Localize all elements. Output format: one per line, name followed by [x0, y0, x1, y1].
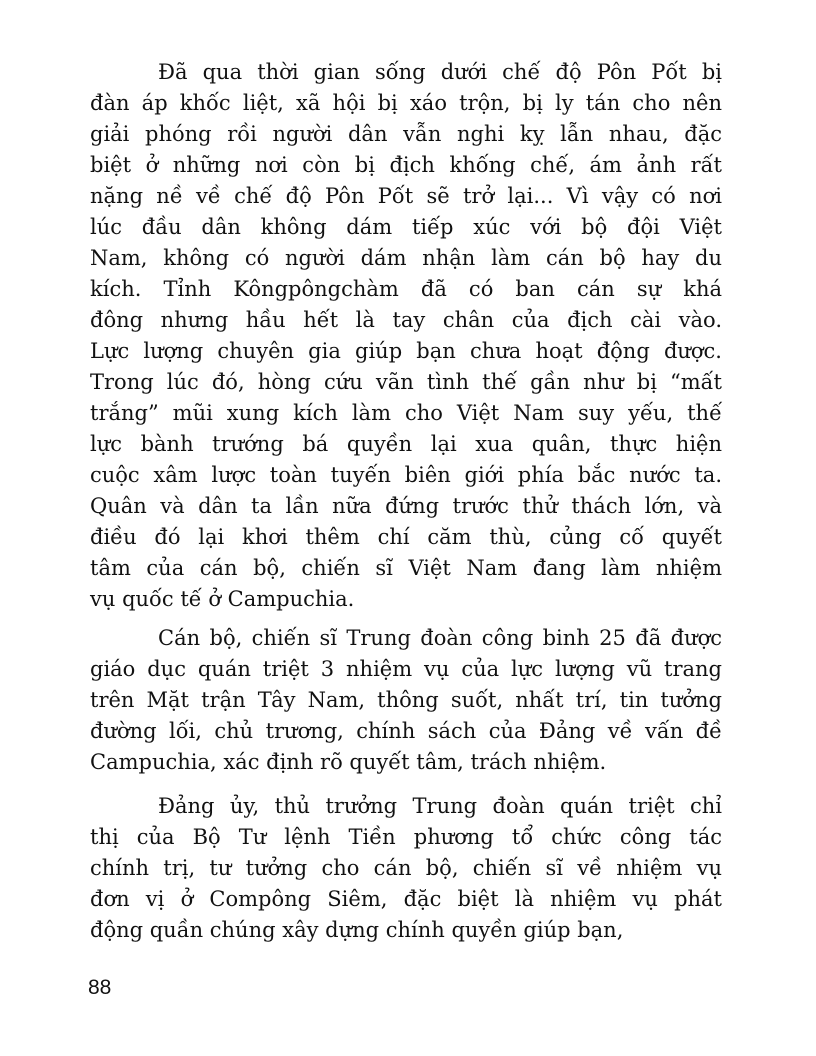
text-line: giáo dục quán triệt 3 nhiệm vụ của lực lượng vũ trang	[90, 657, 722, 681]
text-line: lực bành trướng bá quyền lại xua quân, thực hiện	[90, 432, 722, 456]
text-line: Trong lúc đó, hòng cứu vãn tình thế gần như bị “mất	[90, 370, 722, 394]
text-line: giải phóng rồi người dân vẫn nghi kỵ lẫn nhau, đặc	[90, 122, 722, 146]
text-line: Cán bộ, chiến sĩ Trung đoàn công binh 25 đã được	[158, 626, 722, 650]
text-line: lúc đầu dân không dám tiếp xúc với bộ đội Việt	[90, 215, 722, 239]
text-line: trên Mặt trận Tây Nam, thông suốt, nhất trí, tin tưởng	[90, 688, 722, 712]
text-line: Đã qua thời gian sống dưới chế độ Pôn Pốt bị	[158, 60, 722, 84]
paragraph-1	[90, 57, 722, 615]
text-line: kích. Tỉnh Kôngpôngchàm đã có ban cán sự khá	[90, 277, 722, 301]
page-number: 88	[88, 976, 112, 999]
text-line: Nam, không có người dám nhận làm cán bộ hay du	[90, 246, 722, 270]
paragraph-2	[90, 623, 722, 778]
text-line: thị của Bộ Tư lệnh Tiền phương tổ chức công tác	[90, 825, 722, 849]
text-line: đường lối, chủ trương, chính sách của Đảng về vấn đề	[90, 719, 722, 743]
text-line: Campuchia, xác định rõ quyết tâm, trách nhiệm.	[90, 750, 607, 774]
text-line: đàn áp khốc liệt, xã hội bị xáo trộn, bị ly tán cho nên	[90, 91, 722, 115]
text-line: Lực lượng chuyên gia giúp bạn chưa hoạt động được.	[90, 339, 722, 363]
text-line: vụ quốc tế ở Campuchia.	[90, 587, 355, 611]
text-line: Quân và dân ta lần nữa đứng trước thử thách lớn, và	[90, 494, 722, 518]
text-line: tâm của cán bộ, chiến sĩ Việt Nam đang làm nhiệm	[90, 556, 722, 580]
text-line: động quần chúng xây dựng chính quyền giúp bạn,	[90, 918, 624, 942]
text-line: nặng nề về chế độ Pôn Pốt sẽ trở lại... Vì vậy có nơi	[90, 184, 722, 208]
text-line: chính trị, tư tưởng cho cán bộ, chiến sĩ về nhiệm vụ	[90, 856, 722, 880]
text-line: Đảng ủy, thủ trưởng Trung đoàn quán triệt chỉ	[158, 794, 722, 818]
text-line: điều đó lại khơi thêm chí căm thù, củng cố quyết	[90, 525, 722, 549]
text-line: đơn vị ở Compông Siêm, đặc biệt là nhiệm vụ phát	[90, 887, 722, 911]
text-line: cuộc xâm lược toàn tuyến biên giới phía bắc nước ta.	[90, 463, 722, 487]
text-line: đông nhưng hầu hết là tay chân của địch cài vào.	[90, 308, 722, 332]
text-line: biệt ở những nơi còn bị địch khống chế, ám ảnh rất	[90, 153, 722, 177]
text-line: trắng” mũi xung kích làm cho Việt Nam suy yếu, thế	[90, 401, 722, 425]
paragraph-3	[90, 791, 722, 946]
